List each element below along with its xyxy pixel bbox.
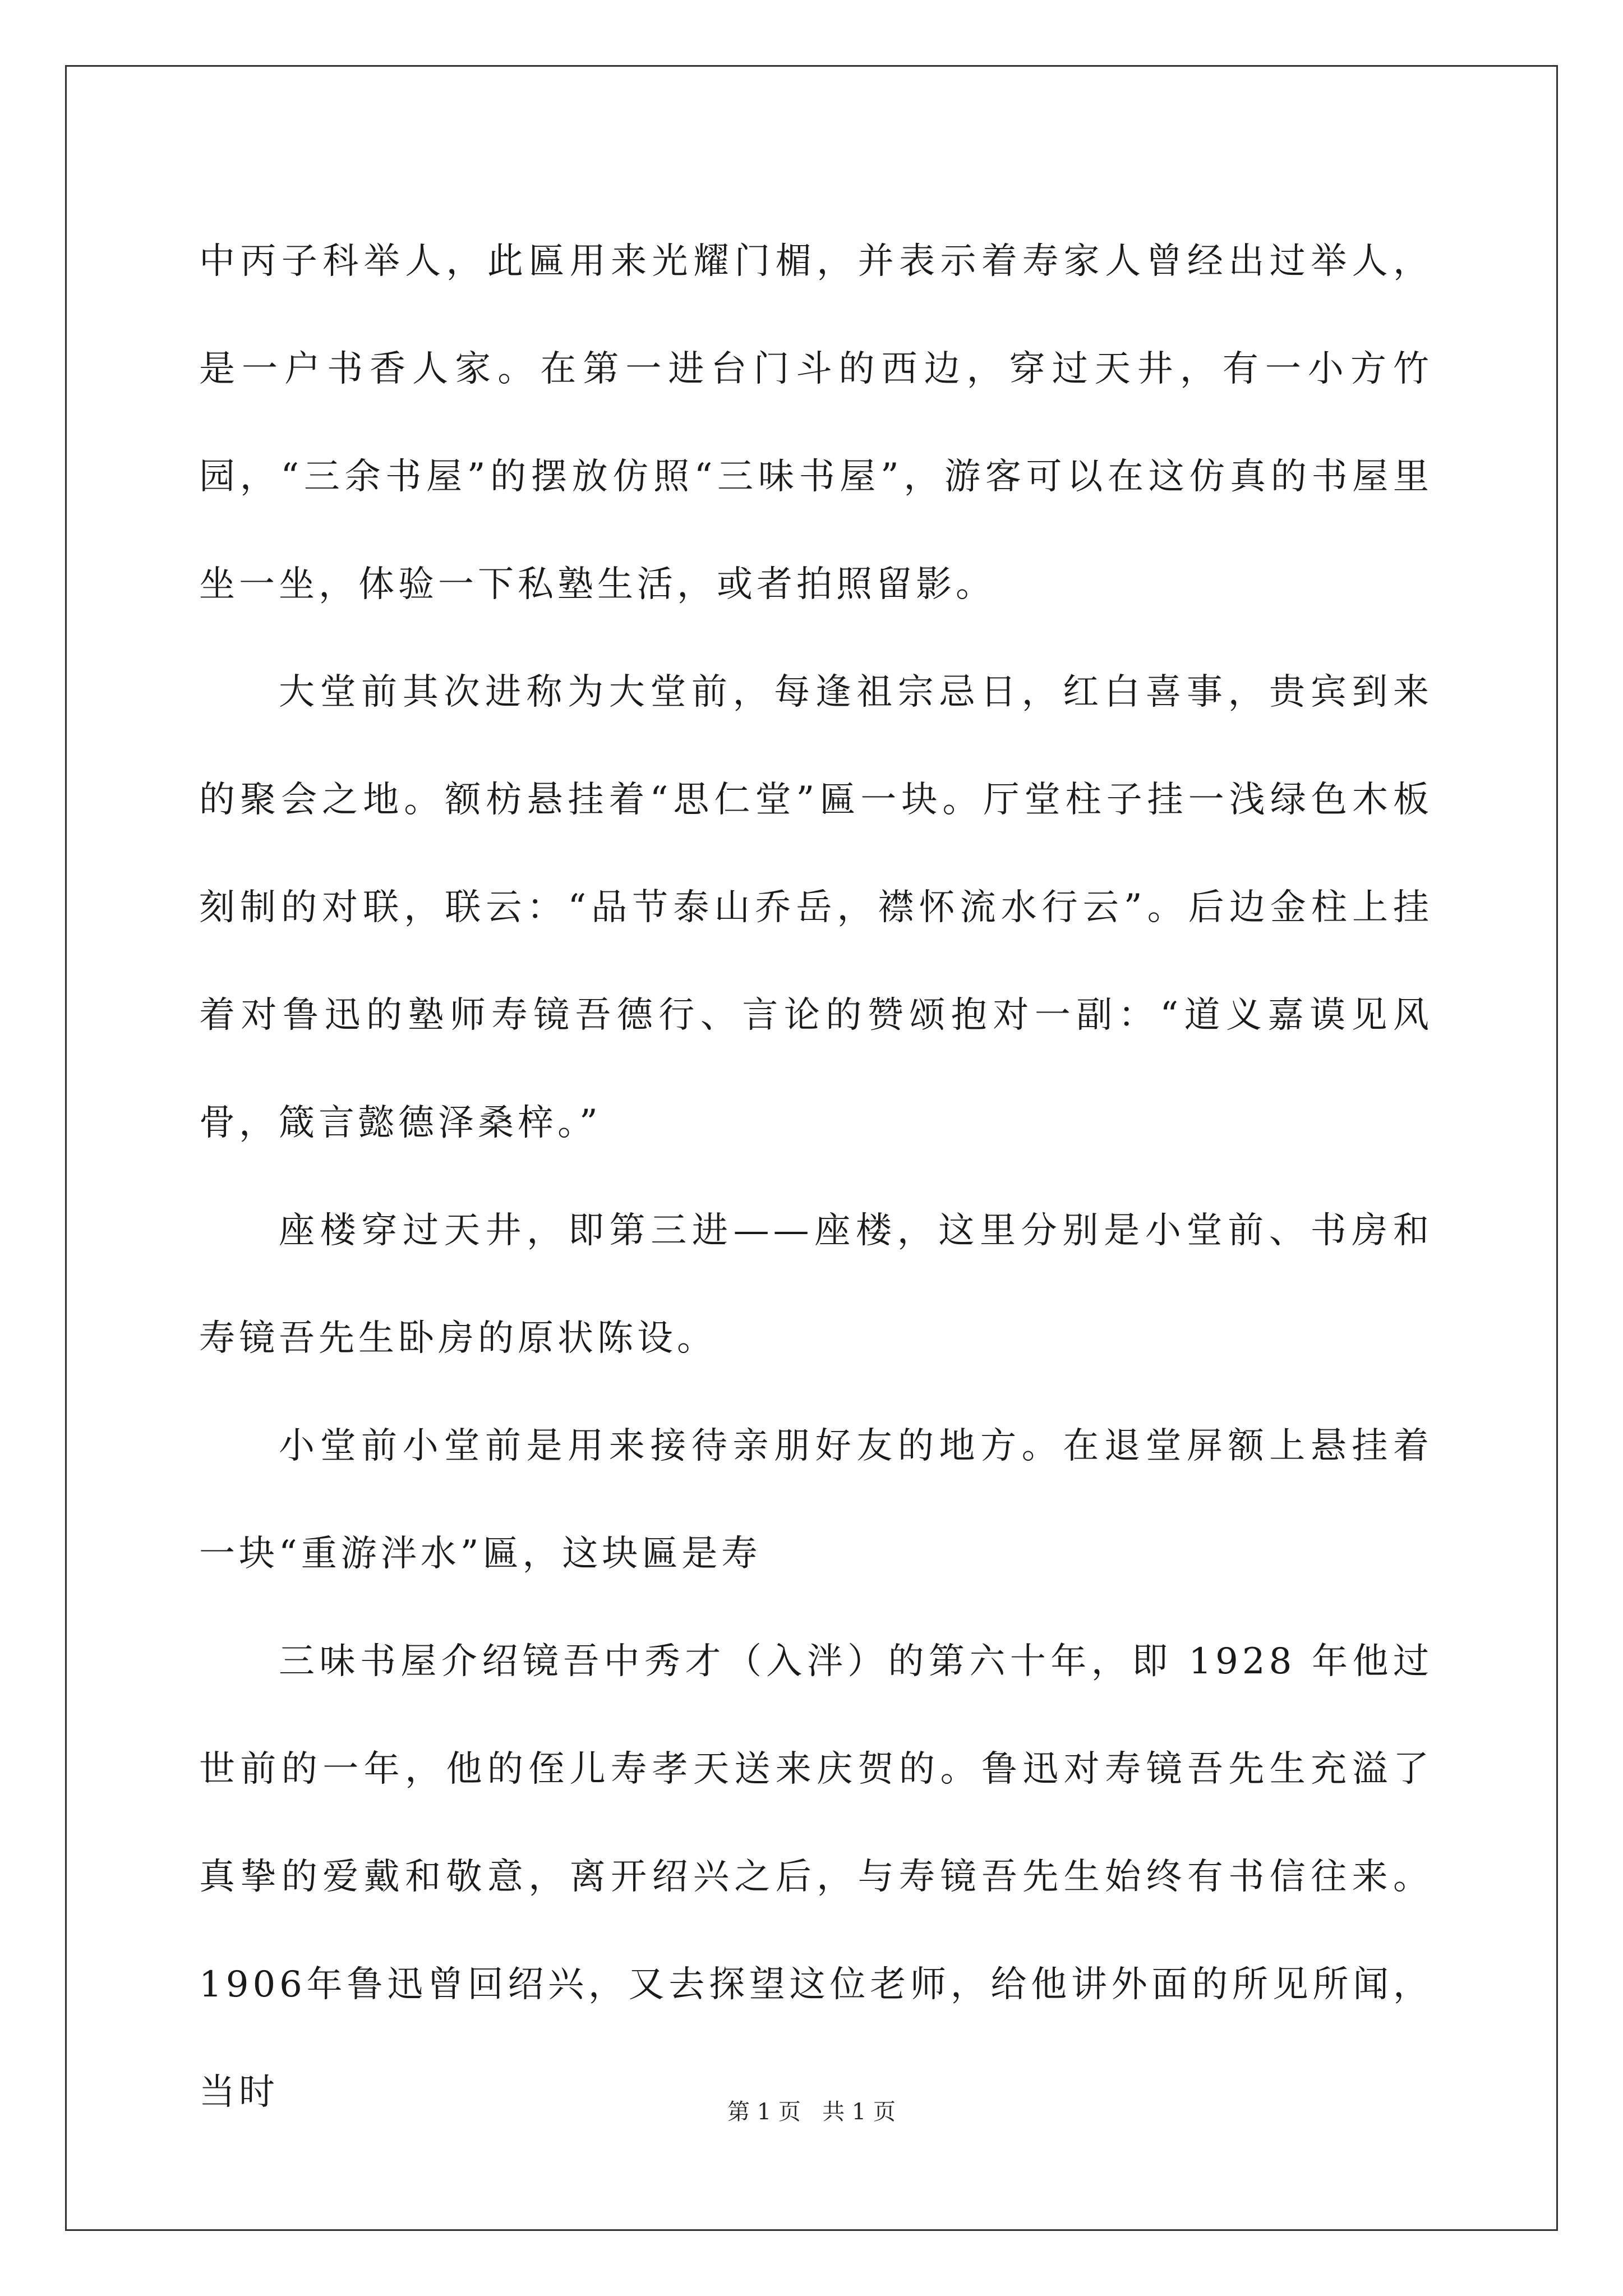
document-body	[199, 208, 1433, 2146]
paragraph-2: 大堂前其次进称为大堂前，每逢祖宗忌日，红白喜事，贵宾到来的聚会之地。额枋悬挂着“思仁堂”匾一块。厅堂柱子挂一浅绿色木板刻制的对联，联云：“品节泰山乔岳，襟怀流水行云”。后边金柱上挂着对鲁迅的塾师寿镜吾德行、言论的赞颂抱对一副：“道义嘉谟见风骨，箴言懿德泽桑梓。”	[199, 671, 1433, 1144]
paragraph-3: 座楼穿过天井，即第三进——座楼，这里分别是小堂前、书房和寿镜吾先生卧房的原状陈设。	[199, 1210, 1433, 1359]
paragraph-5: 三味书屋介绍镜吾中秀才（入泮）的第六十年，即 1928 年他过世前的一年，他的侄儿寿孝天送来庆贺的。鲁迅对寿镜吾先生充溢了真挚的爱戴和敬意，离开绍兴之后，与寿镜吾先生始终有书信往来。1906年鲁迅曾回绍兴，又去探望这位老师，给他讲外面的所见所闻，当时	[199, 1641, 1433, 2113]
page-footer	[0, 2098, 1623, 2126]
page-number: 第 1 页	[727, 2099, 801, 2125]
paragraph-4: 小堂前小堂前是用来接待亲朋好友的地方。在退堂屏额上悬挂着一块“重游泮水”匾，这块匾是寿	[199, 1425, 1433, 1575]
paragraph-1: 中丙子科举人，此匾用来光耀门楣，并表示着寿家人曾经出过举人，是一户书香人家。在第一进台门斗的西边，穿过天井，有一小方竹园，“三余书屋”的摆放仿照“三味书屋”，游客可以在这仿真的书屋里坐一坐，体验一下私塾生活，或者拍照留影。	[199, 241, 1433, 605]
page-total: 共 1 页	[822, 2099, 896, 2125]
